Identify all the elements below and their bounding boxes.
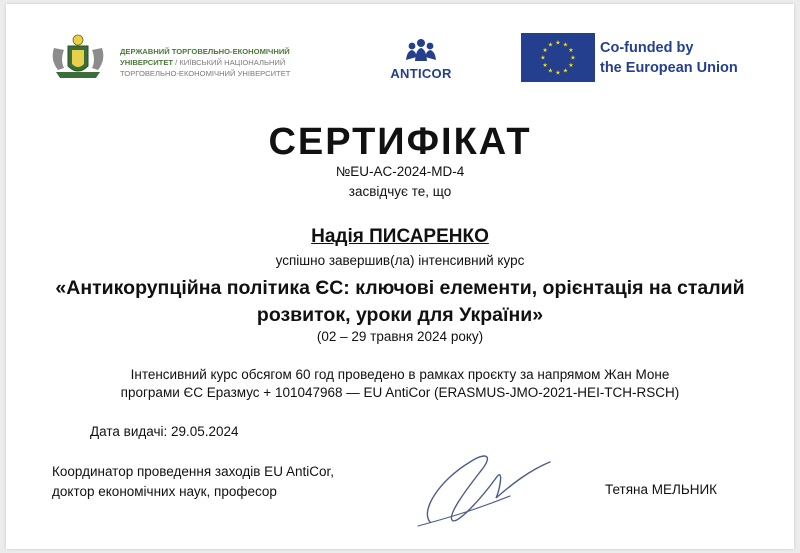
course-title: [0, 275, 800, 329]
issue-date: Дата видачі: 29.05.2024: [90, 424, 239, 439]
university-name-line2-tail: / КИЇВСЬКИЙ НАЦІОНАЛЬНИЙ: [173, 58, 286, 67]
anticor-people-icon: [404, 38, 438, 62]
course-description-line2: програми ЄС Еразмус + 101047968 — EU AntiCor (ERASMUS-JMO-2021-HEI-TCH-RSCH): [120, 385, 680, 400]
certifies-text: засвідчує те, що: [348, 184, 452, 199]
eu-star-icon: ★: [547, 68, 554, 75]
course-description-line1: Інтенсивний курс обсягом 60 год проведено в рамках проєкту за напрямом Жан Моне: [130, 367, 670, 382]
university-name-line2: [120, 57, 350, 68]
coordinator-line1: Координатор проведення заходів EU AntiCor,: [52, 464, 334, 479]
eu-flag-icon: [521, 33, 595, 82]
eu-text-line1: Co-funded by: [600, 40, 694, 56]
eu-text-line2: the European Union: [600, 60, 738, 76]
anticor-label: ANTICOR: [390, 66, 452, 81]
eu-cofunded-text: [600, 38, 790, 78]
coordinator-info: [52, 462, 334, 502]
eu-star-icon: ★: [542, 63, 548, 69]
university-name-line3: ТОРГОВЕЛЬНО-ЕКОНОМІЧНИЙ УНІВЕРСИТЕТ: [120, 69, 291, 78]
anticor-logo: [376, 38, 466, 81]
course-dates: (02 – 29 травня 2024 року): [316, 329, 484, 344]
eu-star-icon: ★: [542, 48, 548, 54]
eu-star-icon: ★: [540, 55, 546, 62]
eu-star-icon: ★: [547, 42, 554, 49]
completed-text: успішно завершив(ла) інтенсивний курс: [275, 253, 525, 268]
certificate-number: №EU-AC-2024-MD-4: [335, 164, 465, 179]
eu-star-icon: ★: [562, 68, 569, 75]
course-title-line2: розвиток, уроки для України»: [256, 304, 544, 326]
eu-star-icon: ★: [555, 70, 561, 77]
university-name: [120, 46, 350, 79]
eu-star-icon: ★: [555, 40, 561, 47]
coordinator-line2: доктор економічних наук, професор: [52, 484, 277, 499]
recipient-name-text: Надія ПИСАРЕНКО: [311, 226, 489, 247]
signer-name: Тетяна МЕЛЬНИК: [605, 482, 718, 497]
eu-star-icon: ★: [568, 63, 574, 69]
university-name-line2-main: УНІВЕРСИТЕТ: [120, 58, 174, 67]
eu-star-icon: ★: [568, 48, 574, 54]
course-description: [0, 366, 800, 402]
recipient-name: [0, 226, 800, 248]
eu-star-icon: ★: [570, 55, 576, 62]
university-name-line1: ДЕРЖАВНИЙ ТОРГОВЕЛЬНО-ЕКОНОМІЧНИЙ: [120, 47, 290, 56]
signature-image: [400, 440, 590, 530]
eu-star-icon: ★: [562, 42, 569, 49]
certificate-title: СЕРТИФІКАТ: [268, 121, 532, 163]
university-crest-icon: [46, 32, 110, 82]
course-title-line1: «Антикорупційна політика ЄС: ключові елементи, орієнтація на сталий: [55, 277, 745, 299]
